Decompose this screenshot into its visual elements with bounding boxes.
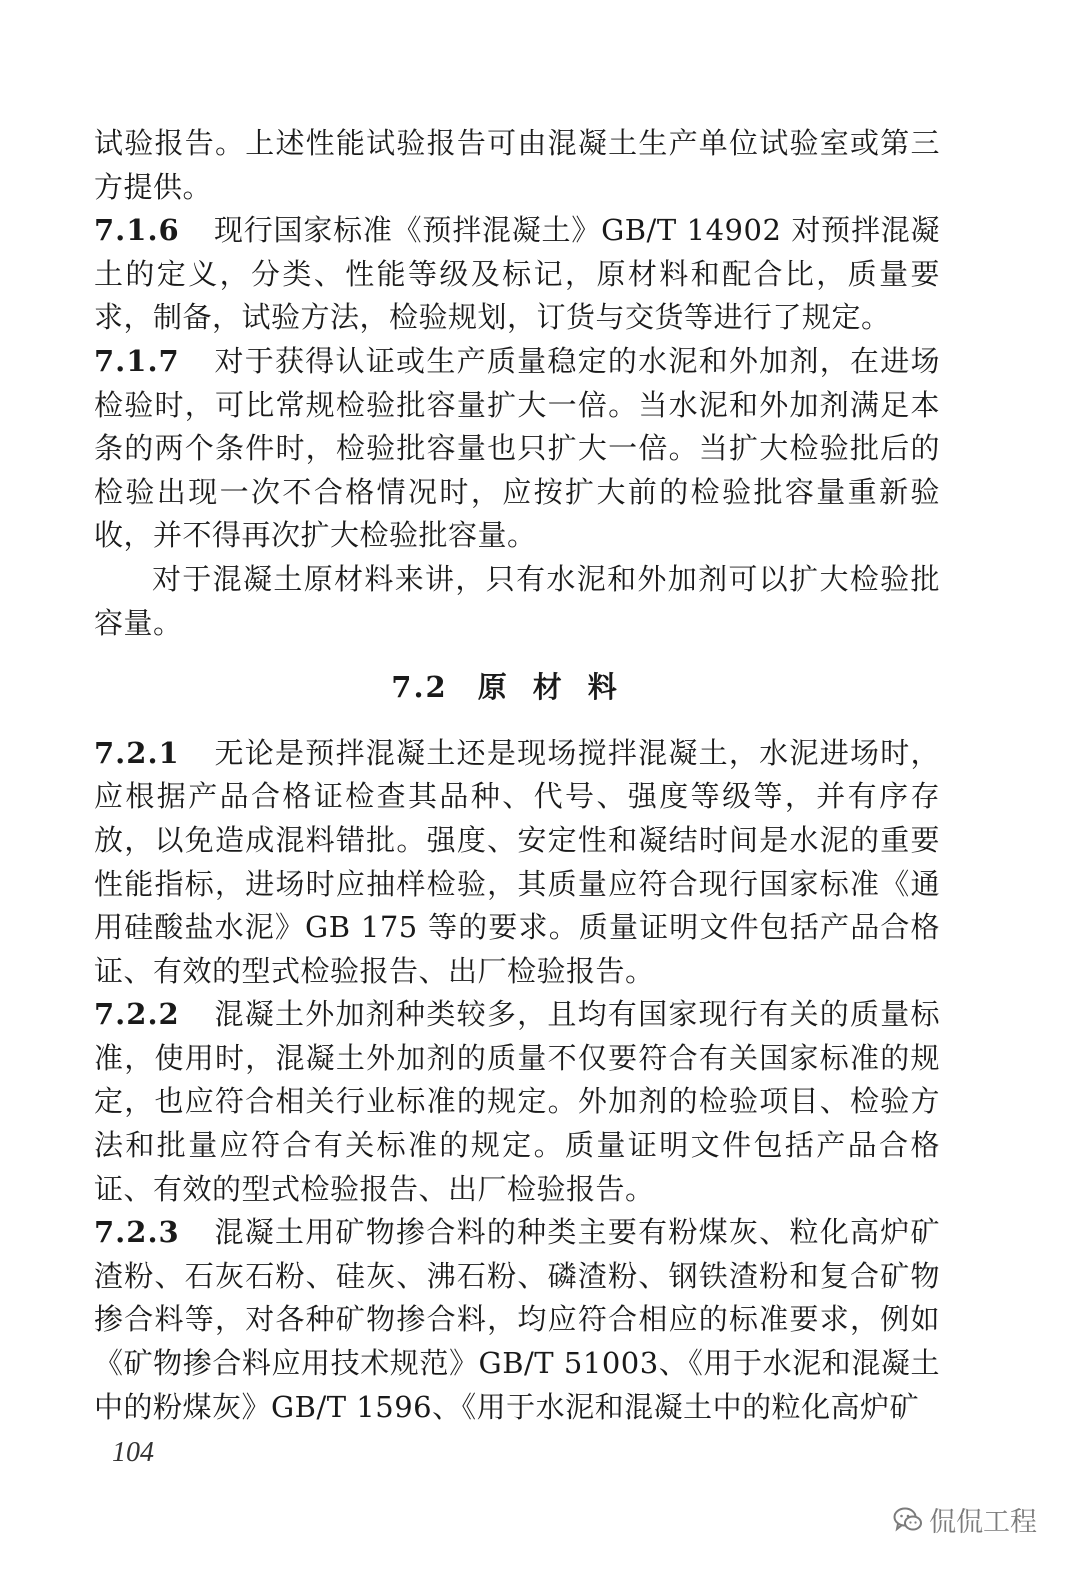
clause-text: 混凝土外加剂种类较多，且均有国家现行有关的质量标准，使用时，混凝土外加剂的质量不仅要符合有关国家标准的规定，也应符合相关行业标准的规定。外加剂的检验项目、检验方法和批量应符合有关标准的规定。质量证明文件包括产品合格证、有效的型式检验报告、出厂检验报告。 (94, 997, 940, 1206)
clause-7-2-2 (94, 993, 940, 1211)
clause-7-1-6 (94, 209, 940, 340)
wechat-icon (893, 1507, 923, 1533)
paragraph-text: 对于混凝土原材料来讲，只有水泥和外加剂可以扩大检验批容量。 (94, 561, 940, 640)
clause-7-2-3 (94, 1211, 940, 1429)
section-number: 7.2 (391, 670, 448, 705)
watermark (893, 1500, 1037, 1539)
body-text (94, 122, 940, 1429)
clause-7-1-7 (94, 340, 940, 558)
clause-number: 7.2.3 (94, 1215, 180, 1250)
watermark-text: 侃侃工程 (929, 1507, 1037, 1538)
clause-text: 现行国家标准《预拌混凝土》GB/T 14902 对预拌混凝土的定义，分类、性能等级及标记，原材料和配合比，质量要求，制备，试验方法，检验规划，订货与交货等进行了规定。 (94, 213, 940, 335)
clause-text: 混凝土用矿物掺合料的种类主要有粉煤灰、粒化高炉矿渣粉、石灰石粉、硅灰、沸石粉、磷渣粉、钢铁渣粉和复合矿物掺合料等，对各种矿物掺合料，均应符合相应的标准要求，例如《矿物掺合料应用技术规范》GB/T 51003、《用于水泥和混凝土中的粉煤灰》GB/T 1596、《用于水泥和混凝土中的粒化高炉矿 (94, 1215, 940, 1424)
paragraph-continued (94, 122, 940, 209)
page-number: 104 (112, 1437, 154, 1468)
clause-7-2-1 (94, 732, 940, 994)
clause-number: 7.1.7 (94, 343, 180, 378)
clause-number: 7.2.1 (94, 735, 180, 770)
section-heading (94, 666, 940, 710)
paragraph-text: 试验报告。上述性能试验报告可由混凝土生产单位试验室或第三方提供。 (94, 126, 940, 204)
section-title: 原材料 (477, 670, 643, 705)
clause-text: 对于获得认证或生产质量稳定的水泥和外加剂，在进场检验时，可比常规检验批容量扩大一倍。当水泥和外加剂满足本条的两个条件时，检验批容量也只扩大一倍。当扩大检验批后的检验出现一次不合格情况时，应按扩大前的检验批容量重新验收，并不得再次扩大检验批容量。 (94, 343, 940, 553)
clause-number: 7.1.6 (94, 213, 180, 248)
clause-number: 7.2.2 (94, 997, 180, 1032)
paragraph-note (94, 558, 940, 645)
clause-text: 无论是预拌混凝土还是现场搅拌混凝土，水泥进场时，应根据产品合格证检查其品种、代号、强度等级等，并有序存放，以免造成混料错批。强度、安定性和凝结时间是水泥的重要性能指标，进场时应抽样检验，其质量应符合现行国家标准《通用硅酸盐水泥》GB 175 等的要求。质量证明文件包括产品合格证、有效的型式检验报告、出厂检验报告。 (94, 735, 940, 988)
